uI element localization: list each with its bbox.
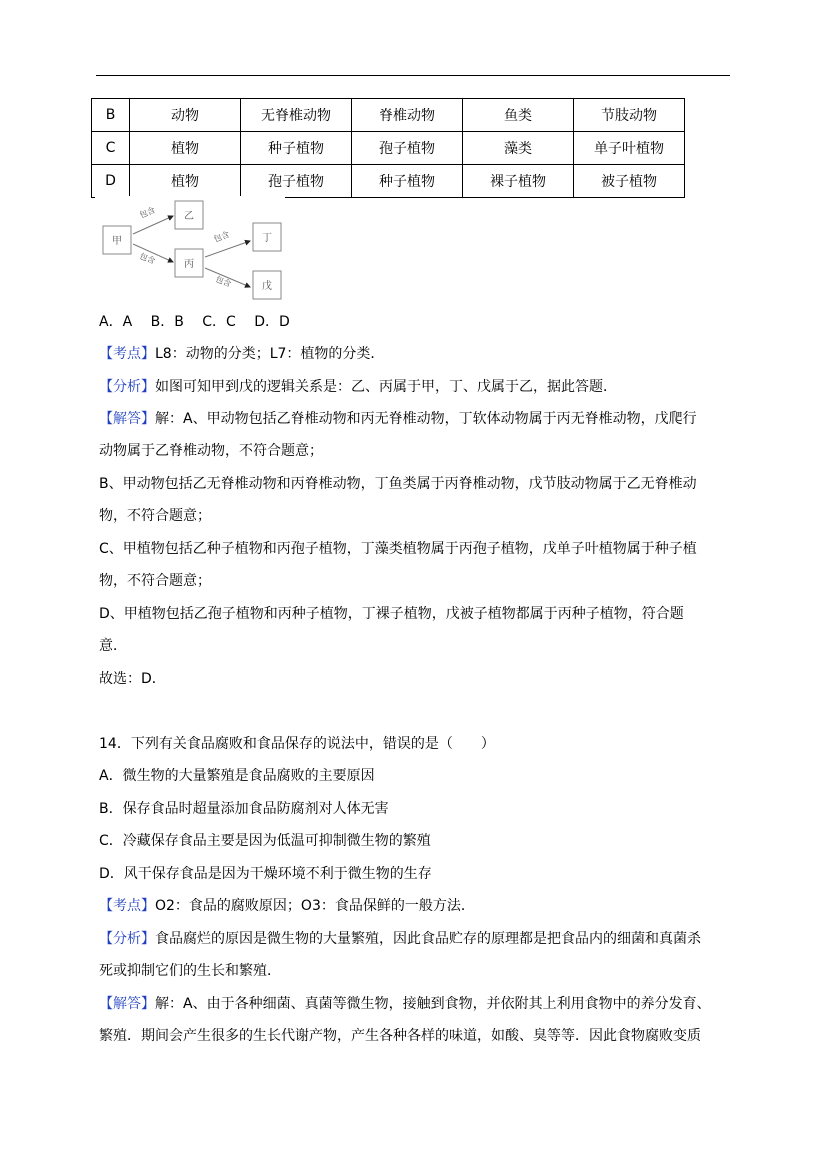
- cell-bing: 脊椎动物: [352, 99, 463, 132]
- kaodian-text: O2：食品的腐败原因；O3：食品保鲜的一般方法．: [155, 898, 475, 914]
- jieda-tag: 【解答】: [99, 411, 155, 427]
- edge-label: 包含: [214, 274, 233, 289]
- fenxi-text: 食品腐烂的原因是微生物的大量繁殖，因此食品贮存的原理都是把食品内的细菌和真菌杀: [155, 931, 701, 947]
- jieda-line: B、甲动物包括乙无脊椎动物和丙脊椎动物，丁鱼类属于丙脊椎动物，戊节肢动物属于乙无脊椎动: [99, 476, 697, 492]
- cell-jia: 动物: [130, 99, 241, 132]
- cell-yi: 种子植物: [241, 132, 352, 165]
- kaodian-text: L8：动物的分类；L7：植物的分类．: [155, 346, 385, 362]
- node-jia: 甲: [112, 236, 122, 247]
- cell-wu: 节肢动物: [574, 99, 685, 132]
- q13-kaodian: [99, 344, 384, 364]
- relation-diagram: [95, 196, 285, 300]
- q14-jieda: [99, 994, 711, 1014]
- jieda-text: 解：A、由于各种细菌、真菌等微生物，接触到食物，并依附其上利用食物中的养分发育、: [155, 996, 711, 1012]
- q13-options: A．A B．B C．C D．D: [99, 314, 290, 330]
- jieda-line: C、甲植物包括乙种子植物和丙孢子植物，丁藻类植物属于丙孢子植物，戊单子叶植物属于种子植: [99, 541, 697, 557]
- kaodian-tag: 【考点】: [99, 898, 155, 914]
- jieda-tag: 【解答】: [99, 996, 155, 1012]
- cell-wu: 被子植物: [574, 165, 685, 198]
- edge-label: 包含: [212, 229, 231, 244]
- jieda-line: 物，不符合题意；: [99, 508, 211, 524]
- row-key: B: [92, 99, 130, 132]
- header-rule: [96, 75, 730, 76]
- row-key: D: [92, 165, 130, 198]
- row-key: C: [92, 132, 130, 165]
- jieda-line: 物，不符合题意；: [99, 573, 211, 589]
- table-row: [92, 99, 685, 132]
- fenxi-line: 死或抑制它们的生长和繁殖．: [99, 963, 281, 979]
- cell-yi: 无脊椎动物: [241, 99, 352, 132]
- q14-fenxi: [99, 929, 701, 949]
- kaodian-tag: 【考点】: [99, 346, 155, 362]
- q14-stem: 14．下列有关食品腐败和食品保存的说法中，错误的是（ ）: [99, 736, 495, 752]
- jieda-line: 故选：D．: [99, 671, 166, 687]
- edge-label: 包含: [138, 251, 157, 266]
- options-table: [91, 98, 685, 198]
- cell-bing: 种子植物: [352, 165, 463, 198]
- q13-jieda: [99, 409, 697, 429]
- q13-fenxi: [99, 377, 617, 397]
- fenxi-tag: 【分析】: [99, 931, 155, 947]
- q14-option: A．微生物的大量繁殖是食品腐败的主要原因: [99, 768, 375, 784]
- cell-bing: 孢子植物: [352, 132, 463, 165]
- fenxi-text: 如图可知甲到戊的逻辑关系是：乙、丙属于甲，丁、戊属于乙，据此答题．: [155, 379, 617, 395]
- jieda-line: 动物属于乙脊椎动物，不符合题意；: [99, 443, 323, 459]
- node-wu: 戊: [262, 281, 272, 292]
- node-ding: 丁: [262, 233, 272, 244]
- q14-kaodian: [99, 896, 475, 916]
- table-row: [92, 132, 685, 165]
- table-row: [92, 165, 685, 198]
- cell-ding: 藻类: [463, 132, 574, 165]
- q14-option: B．保存食品时超量添加食品防腐剂对人体无害: [99, 801, 389, 817]
- cell-ding: 鱼类: [463, 99, 574, 132]
- q14-option: D．风干保存食品是因为干燥环境不利于微生物的生存: [99, 866, 432, 882]
- fenxi-tag: 【分析】: [99, 379, 155, 395]
- jieda-line: D、甲植物包括乙孢子植物和丙种子植物，丁裸子植物，戊被子植物都属于丙种子植物，符合题: [99, 606, 684, 622]
- cell-yi: 孢子植物: [241, 165, 352, 198]
- edge-label: 包含: [138, 205, 157, 220]
- jieda-text: 解：A、甲动物包括乙脊椎动物和丙无脊椎动物，丁软体动物属于丙无脊椎动物，戊爬行: [155, 411, 697, 427]
- jieda-line: 意．: [99, 638, 127, 654]
- node-bing: 丙: [184, 259, 194, 270]
- cell-jia: 植物: [130, 132, 241, 165]
- node-yi: 乙: [184, 211, 194, 222]
- jieda-line: 繁殖．期间会产生很多的生长代谢产物，产生各种各样的味道，如酸、臭等等．因此食物腐败变质: [99, 1028, 701, 1044]
- cell-jia: 植物: [130, 165, 241, 198]
- q14-option: C．冷藏保存食品主要是因为低温可抑制微生物的繁殖: [99, 833, 431, 849]
- cell-wu: 单子叶植物: [574, 132, 685, 165]
- cell-ding: 裸子植物: [463, 165, 574, 198]
